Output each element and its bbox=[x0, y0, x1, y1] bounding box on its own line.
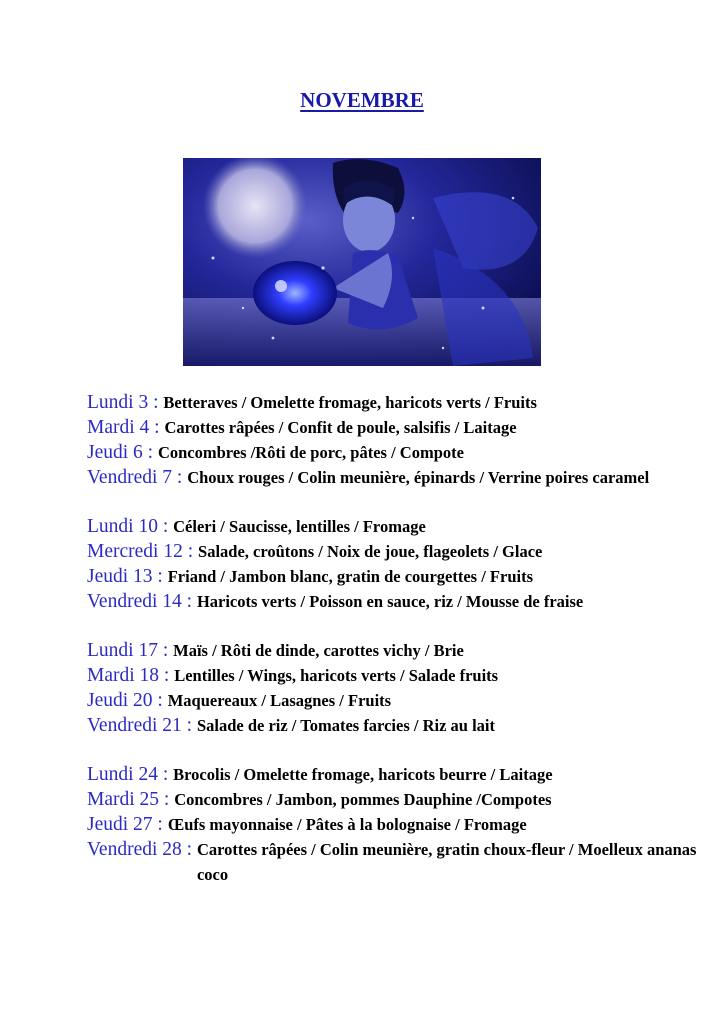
menu-week bbox=[87, 638, 707, 738]
menu-day: Jeudi 13 : bbox=[87, 566, 168, 587]
menu-dishes: Œufs mayonnaise / Pâtes à la bolognaise / Fromage bbox=[167, 815, 527, 834]
menu-day: Vendredi 28 : bbox=[87, 839, 197, 860]
menu-dishes: Salade de riz / Tomates farcies / Riz au lait bbox=[196, 716, 495, 735]
menu-day: Lundi 17 : bbox=[87, 640, 174, 661]
menu-entry bbox=[87, 663, 707, 688]
menu-day: Mercredi 12 : bbox=[87, 541, 199, 562]
menu-entry bbox=[87, 440, 707, 465]
menu-day: Jeudi 27 : bbox=[87, 814, 168, 835]
menu-entry bbox=[87, 390, 707, 415]
menu-day: Lundi 10 : bbox=[87, 516, 174, 537]
menu-entry bbox=[87, 564, 707, 589]
menu-day: Vendredi 7 : bbox=[87, 467, 188, 488]
menu-entry bbox=[87, 688, 707, 713]
menu-dishes: Maquereaux / Lasagnes / Fruits bbox=[167, 691, 392, 710]
page-title: NOVEMBRE bbox=[300, 88, 424, 112]
menu-day: Lundi 24 : bbox=[87, 764, 174, 785]
menu-day: Mardi 4 : bbox=[87, 417, 165, 438]
menu-entry bbox=[87, 465, 707, 490]
menu-dishes: Salade, croûtons / Noix de joue, flageolets / Glace bbox=[198, 542, 543, 561]
menu-dishes: Carottes râpées / Colin meunière, gratin choux-fleur / Moelleux ananas coco bbox=[196, 840, 697, 884]
menu-entry bbox=[87, 638, 707, 663]
menu-entry bbox=[87, 415, 707, 440]
menu-day: Jeudi 6 : bbox=[87, 442, 158, 463]
menu-dishes: Choux rouges / Colin meunière, épinards / Verrine poires caramel bbox=[187, 468, 650, 487]
menu-dishes: Lentilles / Wings, haricots verts / Salade fruits bbox=[174, 666, 499, 685]
menu-week bbox=[87, 390, 707, 490]
menu-entry bbox=[87, 514, 707, 539]
menu-entry bbox=[87, 713, 707, 738]
fairy-illustration bbox=[183, 158, 541, 366]
menu-dishes: Maïs / Rôti de dinde, carottes vichy / Brie bbox=[173, 641, 464, 660]
menu-dishes: Brocolis / Omelette fromage, haricots beurre / Laitage bbox=[173, 765, 553, 784]
menu-entry bbox=[87, 589, 707, 614]
menu-entry bbox=[87, 812, 707, 837]
menu-day: Jeudi 20 : bbox=[87, 690, 168, 711]
menu-dishes: Betteraves / Omelette fromage, haricots verts / Fruits bbox=[163, 393, 537, 412]
menu-day: Lundi 3 : bbox=[87, 392, 164, 413]
menu-entry bbox=[87, 787, 707, 812]
menu-entry bbox=[87, 837, 707, 887]
menu-day: Vendredi 21 : bbox=[87, 715, 197, 736]
menu-entry bbox=[87, 762, 707, 787]
menu-list bbox=[87, 390, 707, 911]
menu-day: Vendredi 14 : bbox=[87, 591, 197, 612]
menu-dishes: Concombres /Rôti de porc, pâtes / Compote bbox=[157, 443, 464, 462]
menu-dishes: Concombres / Jambon, pommes Dauphine /Compotes bbox=[174, 790, 552, 809]
menu-entry bbox=[87, 539, 707, 564]
menu-dishes: Haricots verts / Poisson en sauce, riz / Mousse de fraise bbox=[196, 592, 584, 611]
menu-dishes: Friand / Jambon blanc, gratin de courgettes / Fruits bbox=[167, 567, 533, 586]
menu-day: Mardi 18 : bbox=[87, 665, 175, 686]
menu-dishes: Céleri / Saucisse, lentilles / Fromage bbox=[173, 517, 426, 536]
menu-day: Mardi 25 : bbox=[87, 789, 175, 810]
menu-week bbox=[87, 514, 707, 614]
menu-week bbox=[87, 762, 707, 887]
menu-dishes: Carottes râpées / Confit de poule, salsifis / Laitage bbox=[164, 418, 517, 437]
